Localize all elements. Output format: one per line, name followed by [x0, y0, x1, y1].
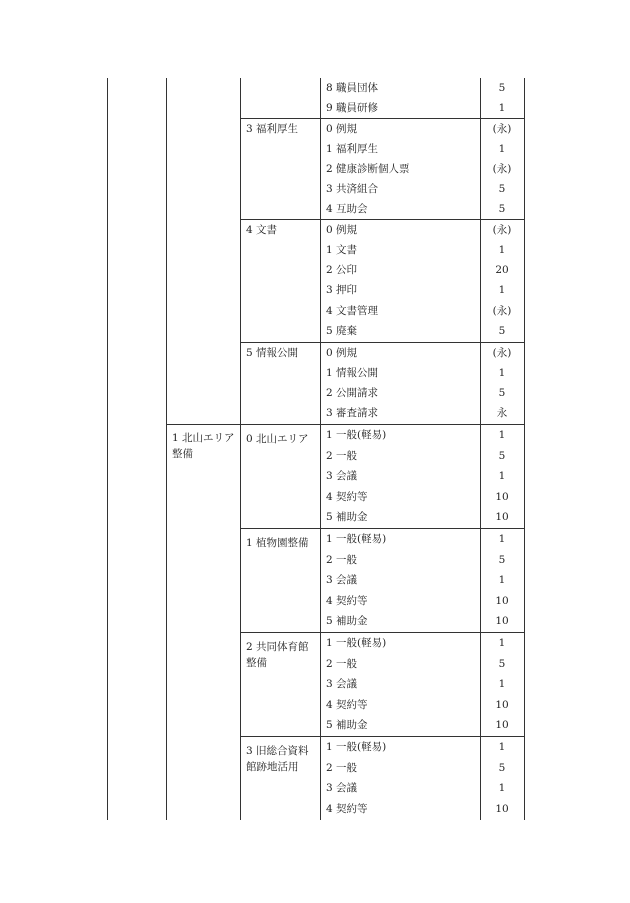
subcategory-cell: 4 文書	[246, 224, 278, 236]
period-cell: 10	[495, 803, 509, 815]
period-cell: 1	[498, 367, 506, 379]
item-cell: 1 文書	[326, 244, 358, 256]
period-cell: 5	[498, 203, 506, 215]
item-cell: 2 健康診断個人票	[326, 163, 410, 175]
period-cell: 1	[498, 741, 506, 753]
item-cell: 3 会議	[326, 470, 358, 482]
item-cell: 5 補助金	[326, 511, 368, 523]
item-cell: 3 押印	[326, 284, 358, 296]
period-cell: 10	[495, 719, 509, 731]
table-border-right	[524, 78, 525, 820]
item-cell: 3 会議	[326, 574, 358, 586]
period-cell: 5	[498, 554, 506, 566]
item-cell: 0 例規	[326, 224, 358, 236]
item-cell: 2 一般	[326, 450, 358, 462]
item-cell: 1 一般(軽易)	[326, 741, 387, 753]
item-cell: 1 一般(軽易)	[326, 637, 387, 649]
item-cell: 3 共済組合	[326, 183, 379, 195]
period-cell: 10	[495, 699, 509, 711]
period-cell: (永)	[492, 163, 512, 175]
period-cell: 永	[496, 407, 508, 419]
table-column-divider	[240, 78, 241, 820]
period-cell: 10	[495, 615, 509, 627]
period-cell: (永)	[492, 347, 512, 359]
period-cell: 5	[498, 762, 506, 774]
period-cell: 1	[498, 678, 506, 690]
item-cell: 4 文書管理	[326, 305, 379, 317]
period-cell: 1	[498, 574, 506, 586]
item-cell: 3 会議	[326, 678, 358, 690]
item-cell: 8 職員団体	[326, 82, 379, 94]
item-cell: 0 例規	[326, 347, 358, 359]
subcategory-cell: 5 情報公開	[246, 347, 299, 359]
period-cell: 5	[498, 658, 506, 670]
item-cell: 0 例規	[326, 123, 358, 135]
subcategory-cell: 3 福利厚生	[246, 123, 299, 135]
item-cell: 3 審査請求	[326, 407, 379, 419]
item-cell: 4 互助会	[326, 203, 368, 215]
item-cell: 3 会議	[326, 782, 358, 794]
period-cell: 10	[495, 491, 509, 503]
period-cell: 1	[498, 533, 506, 545]
period-cell: (永)	[492, 123, 512, 135]
item-cell: 1 情報公開	[326, 367, 379, 379]
item-cell: 5 補助金	[326, 719, 368, 731]
period-cell: 1	[498, 284, 506, 296]
item-cell: 4 契約等	[326, 491, 368, 503]
table-column-divider	[166, 78, 167, 820]
period-cell: 10	[495, 511, 509, 523]
item-cell: 1 福利厚生	[326, 143, 379, 155]
period-cell: 1	[498, 143, 506, 155]
item-cell: 2 一般	[326, 554, 358, 566]
item-cell: 4 契約等	[326, 803, 368, 815]
item-cell: 2 一般	[326, 762, 358, 774]
period-cell: 5	[498, 450, 506, 462]
item-cell: 4 契約等	[326, 595, 368, 607]
period-cell: 5	[498, 387, 506, 399]
subcategory-cell: 0 北山エリア	[246, 433, 309, 445]
subcategory-cell: 2 共同体育館整備	[246, 641, 309, 669]
subcategory-cell: 3 旧総合資料館跡地活用	[246, 745, 309, 773]
item-cell: 1 一般(軽易)	[326, 429, 387, 441]
period-cell: 10	[495, 595, 509, 607]
item-cell: 2 公開請求	[326, 387, 379, 399]
item-cell: 5 廃棄	[326, 325, 358, 337]
period-cell: 20	[495, 264, 509, 276]
item-cell: 1 一般(軽易)	[326, 533, 387, 545]
item-cell: 4 契約等	[326, 699, 368, 711]
period-cell: 1	[498, 429, 506, 441]
table-border-left	[107, 78, 108, 820]
period-cell: (永)	[492, 305, 512, 317]
period-cell: (永)	[492, 224, 512, 236]
period-cell: 1	[498, 782, 506, 794]
period-cell: 1	[498, 470, 506, 482]
item-cell: 5 補助金	[326, 615, 368, 627]
period-cell: 5	[498, 183, 506, 195]
period-cell: 5	[498, 82, 506, 94]
table-column-divider	[320, 78, 321, 820]
item-cell: 9 職員研修	[326, 102, 379, 114]
subcategory-cell: 1 植物園整備	[246, 537, 309, 549]
period-cell: 5	[498, 325, 506, 337]
item-cell: 2 一般	[326, 658, 358, 670]
period-cell: 1	[498, 244, 506, 256]
item-cell: 2 公印	[326, 264, 358, 276]
period-cell: 1	[498, 637, 506, 649]
category-cell: 1 北山エリア整備	[172, 432, 235, 460]
period-cell: 1	[498, 102, 506, 114]
